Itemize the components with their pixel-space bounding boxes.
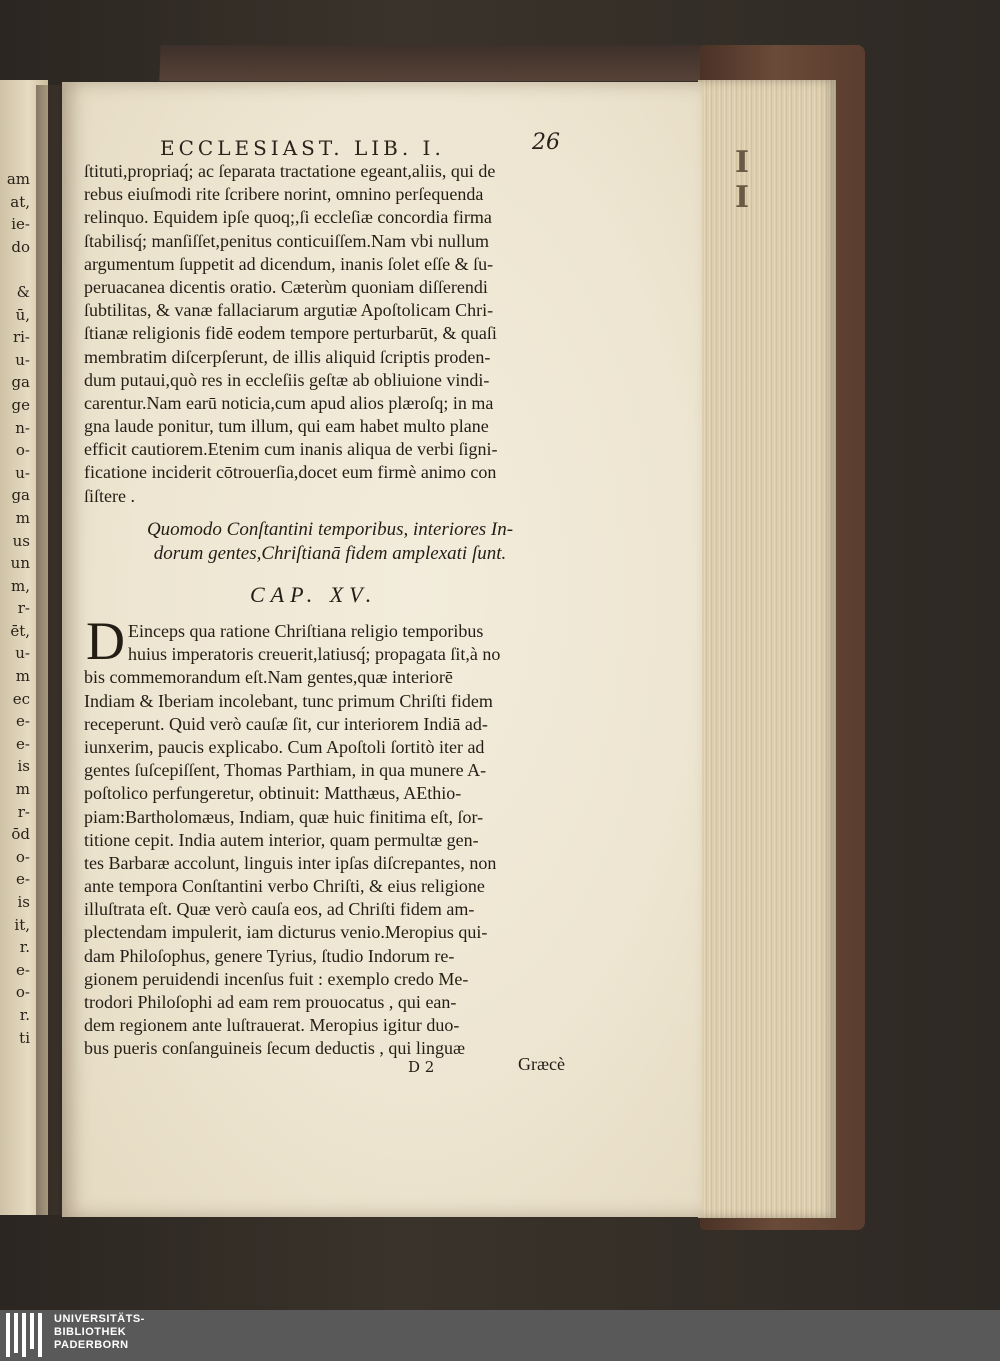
left-page-fragment: m bbox=[15, 667, 30, 686]
text-line: argumentum ſuppetit ad dicendum, inanis ſolet eſſe & ſu- bbox=[84, 253, 494, 274]
left-page-fragment: u- bbox=[15, 350, 30, 369]
left-page-fragment: ēt, bbox=[10, 621, 30, 640]
text-line: ſtabilisq́; manſiſſet,penitus conticuiſſem.Nam vbi nullum bbox=[84, 230, 489, 251]
left-page-fragment: o- bbox=[15, 847, 30, 866]
text-line: ſtianæ religionis fidē eodem tempore perturbarūt, & quaſi bbox=[84, 323, 497, 344]
left-page-fragment: r- bbox=[17, 599, 30, 618]
university-library-bars-logo-icon bbox=[6, 1313, 46, 1357]
left-page-fragment: am bbox=[6, 170, 30, 188]
left-page-fragment: ec bbox=[12, 689, 30, 708]
text-line: ſubtilitas, & vanæ fallaciarum argutiæ Apoſtolicam Chri- bbox=[84, 300, 494, 321]
catchword: Græcè bbox=[518, 1054, 565, 1074]
chapter-text-line: dam Philoſophus, genere Tyrius, ſtudio Indorum re- bbox=[84, 945, 455, 966]
left-page-fragment: e- bbox=[16, 960, 30, 979]
chapter-text-line: bus pueris conſanguineis ſecum deductis , qui linguæ bbox=[84, 1038, 465, 1059]
chapter-text-line: dem regionem ante luſtrauerat. Meropius igitur duo- bbox=[84, 1015, 460, 1036]
left-page-fragment: ū, bbox=[15, 305, 30, 324]
logo-text-line: UNIVERSITÄTS- bbox=[54, 1313, 145, 1325]
text-line: ſiſtere . bbox=[84, 485, 135, 506]
chapter-text bbox=[84, 611, 579, 1061]
left-page-fragment: us bbox=[12, 531, 30, 550]
chapter-text-line: plectendam impulerit, iam dicturus venio.Meropius qui- bbox=[84, 922, 488, 943]
chapter-text-line: gentes ſuſcepiſſent, Thomas Parthiam, in qua munere A- bbox=[84, 760, 487, 781]
chapter-text-line: receperunt. Quid verò cauſæ ſit, cur interiorem Indiā ad- bbox=[84, 713, 488, 734]
chapter-text-line: trodori Philoſophi ad eam rem prouocatus , qui ean- bbox=[84, 992, 457, 1012]
text-line: carentur.Nam earū noticia,cum apud alios plæroſq; in ma bbox=[84, 392, 494, 413]
left-page-fragment: n- bbox=[15, 418, 30, 437]
left-page-fragment: ti bbox=[19, 1028, 30, 1047]
left-page-fragment: r. bbox=[19, 938, 30, 957]
text-line: ficatione inciderit cōtrouerſia,docet eum firmè animo con bbox=[84, 462, 497, 483]
text-line: rebus eiuſmodi rite ſcribere norint, omnino perſequenda bbox=[84, 184, 484, 205]
chapter-text-line: illuſtrata eſt. Quæ verò cauſa eos, ad Chriſti fidem am- bbox=[84, 899, 475, 920]
left-page-fragment: ge bbox=[11, 395, 30, 414]
left-page-text-fragments bbox=[0, 168, 30, 1049]
left-page-fragment: m bbox=[15, 508, 30, 527]
left-page-fragment: ie- bbox=[11, 215, 30, 234]
logo-text-line: PADERBORN bbox=[54, 1339, 129, 1351]
library-logo-text bbox=[54, 1313, 174, 1352]
chapter-text-line: poſtolico perfungeretur, obtinuit: Matthæus, AEthio- bbox=[84, 783, 462, 804]
edge-mark: I I bbox=[735, 145, 752, 215]
running-head: ECCLESIAST. LIB. I. bbox=[160, 136, 445, 160]
left-page-fragment: is bbox=[17, 757, 30, 776]
left-page-fragment: ga bbox=[11, 486, 30, 505]
chapter-text-line: Einceps qua ratione Chriſtiana religio temporibus bbox=[128, 621, 484, 641]
logo-text-line: BIBLIOTHEK bbox=[54, 1326, 127, 1338]
chapter-text-line: gionem peruidendi incenſus fuit : exemplo credo Me- bbox=[84, 968, 469, 989]
text-line: dum putaui,quò res in eccleſiis geſtæ ab obliuione vindi- bbox=[84, 369, 490, 390]
chapter-title-line: Quomodo Conſtantini temporibus, interiores In- bbox=[146, 519, 514, 540]
chapter-title bbox=[110, 518, 550, 566]
left-page-fragment: ri- bbox=[12, 328, 30, 347]
text-line: efficit cautiorem.Etenim cum inanis aliqua de verbi ſigni- bbox=[84, 439, 498, 460]
text-line: gna laude ponitur, tum illum, qui eam habet multo plane bbox=[84, 416, 489, 437]
chapter-text-line: huius imperatoris creuerit,latiusq́; propagata ſit,à no bbox=[128, 644, 501, 665]
drop-cap: D bbox=[86, 611, 125, 671]
left-page-fragment: r- bbox=[17, 802, 30, 821]
signature-mark: D 2 bbox=[408, 1058, 435, 1076]
chapter-text-line: tes Barbaræ accolunt, linguis inter ipſas diſcrepantes, non bbox=[84, 852, 497, 873]
left-page-fragment: m bbox=[15, 780, 30, 799]
left-page-fragment: is bbox=[17, 893, 30, 911]
left-page-fragment: ga bbox=[11, 373, 30, 392]
left-page-fragment: u- bbox=[15, 463, 30, 482]
left-page-fragment: ōd bbox=[11, 825, 30, 844]
left-page-fragment: e- bbox=[16, 870, 30, 889]
book-gutter bbox=[36, 85, 68, 1215]
body-text bbox=[84, 160, 576, 508]
chapter-text-line: piam:Bartholomæus, Indiam, quæ huic finitima eſt, ſor- bbox=[84, 806, 484, 827]
chapter-text-line: titione cepit. India autem interior, quam permultæ gen- bbox=[84, 829, 479, 850]
left-page-fragment: m, bbox=[11, 576, 30, 595]
chapter-title-line: dorum gentes,Chriſtianā fidem amplexati ſunt. bbox=[153, 543, 507, 564]
chapter-text-line: bis commemorandum eſt.Nam gentes,quæ interiorē bbox=[84, 667, 453, 688]
left-page-fragment: o- bbox=[15, 983, 30, 1002]
left-page-fragment: at, bbox=[10, 192, 30, 211]
left-page-fragment: u- bbox=[15, 644, 30, 663]
left-page-fragment: & bbox=[16, 282, 30, 301]
left-page-fragment: it, bbox=[14, 915, 30, 934]
left-page-fragment: e- bbox=[16, 734, 30, 753]
left-page-fragment: o- bbox=[15, 441, 30, 460]
text-line: peruacanea dicentis oratio. Cæterùm quoniam diſſerendi bbox=[84, 276, 488, 297]
left-page-fragment: e- bbox=[16, 712, 30, 731]
left-page-fragment: do bbox=[11, 237, 30, 256]
page-number: 26 bbox=[532, 130, 560, 155]
left-page-fragment bbox=[0, 258, 30, 281]
page-fore-edge bbox=[698, 80, 836, 1218]
left-page-fragment: r. bbox=[19, 1005, 30, 1024]
chapter-text-line: Indiam & Iberiam incolebant, tunc primum Chriſti fidem bbox=[84, 690, 493, 711]
text-line: membratim diſcerpſerunt, de illis aliquid ſcriptis proden- bbox=[84, 346, 491, 367]
left-page-fragment: un bbox=[10, 554, 30, 573]
text-line: relinquo. Equidem ipſe quoq;,ſi eccleſiæ concordia firma bbox=[84, 207, 492, 228]
chapter-text-line: iunxerim, paucis explicabo. Cum Apoſtoli ſortitò iter ad bbox=[84, 736, 485, 757]
chapter-text-line: ante tempora Conſtantini verbo Chriſti, & eius religione bbox=[84, 876, 485, 897]
text-line: ſtituti,propriaq́; ac ſeparata tractatione egeant,aliis, qui de bbox=[84, 161, 496, 181]
chapter-label: CAP. XV. bbox=[250, 582, 378, 607]
